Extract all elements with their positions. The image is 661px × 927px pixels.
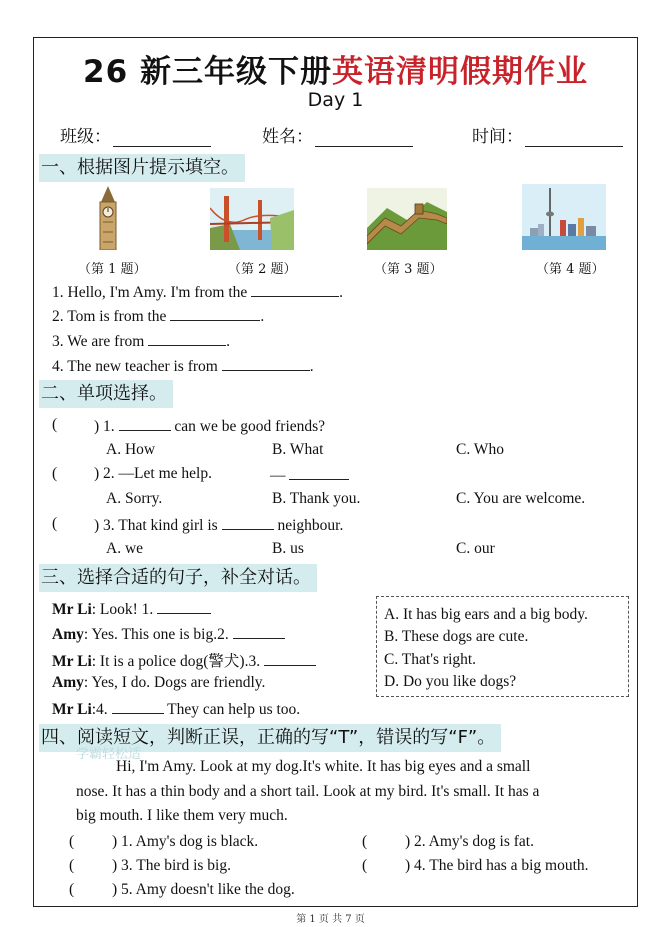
title-black: 26 新三年级下册	[83, 54, 332, 90]
s2-q2-option-c: C. You are welcome.	[456, 490, 586, 507]
s4-paren-2[interactable]: (	[362, 833, 368, 850]
s2-question-2: ) 2. —Let me help.	[94, 465, 212, 482]
s4-judge-4: ) 4. The bird has a big mouth.	[405, 857, 589, 874]
class-label: 班级：	[60, 127, 111, 147]
time-field	[472, 122, 623, 147]
s2-q2-option-a: A. Sorry.	[106, 490, 163, 507]
s2-paren-2[interactable]: (	[52, 465, 58, 482]
name-field	[262, 122, 413, 147]
caption-4: （第 4 题）	[536, 262, 605, 277]
s2-question-1: ) 1. can we be good friends?	[94, 418, 326, 435]
s2-q2-reply: —	[270, 465, 349, 485]
s1-blank-4[interactable]	[222, 356, 310, 371]
page-title	[34, 46, 637, 91]
s3-line-2: Amy: Yes. This one is big.2.	[52, 624, 285, 644]
name-blank[interactable]	[315, 130, 413, 147]
s2-paren-1[interactable]: (	[52, 416, 58, 433]
name-label: 姓名：	[262, 127, 313, 147]
s2-question-3: ) 3. That kind girl is neighbour.	[94, 517, 344, 534]
s1-blank-2[interactable]	[170, 306, 260, 321]
class-blank[interactable]	[113, 130, 211, 147]
s2-q1-option-a: A. How	[106, 441, 156, 458]
worksheet-page	[33, 37, 638, 907]
s4-judge-2: ) 2. Amy's dog is fat.	[405, 833, 534, 850]
s4-paren-4[interactable]: (	[362, 857, 368, 874]
s2-q3-option-b: B. us	[272, 540, 304, 557]
s3-line-4: Amy: Yes, I do. Dogs are friendly.	[52, 674, 266, 691]
s3-line-3: Mr Li: It is a police dog(警犬).3.	[52, 649, 316, 671]
passage-line-2: nose. It has a thin body and a short tail. Look at my bird. It's small. It has a	[76, 783, 540, 800]
s1-question-3: 3. We are from .	[52, 333, 231, 350]
cn-tower-icon	[522, 184, 606, 250]
s3-option-c: C. That's right.	[384, 651, 477, 668]
page-footer: 第 1 页 共 7 页	[296, 914, 365, 925]
big-ben-icon	[91, 186, 125, 250]
s3-blank-2[interactable]	[233, 624, 285, 639]
day-label: Day 1	[307, 89, 364, 111]
golden-gate-bridge-icon	[210, 188, 294, 250]
s4-judge-3: ) 3. The bird is big.	[112, 857, 231, 874]
class-field	[60, 122, 211, 147]
s4-judge-1: ) 1. Amy's dog is black.	[112, 833, 259, 850]
great-wall-icon	[367, 188, 447, 250]
caption-2: （第 2 题）	[228, 262, 297, 277]
s4-paren-5[interactable]: (	[69, 881, 75, 898]
section4-heading: 四、阅读短文，判断正误，正确的写“T”，错误的写“F”。	[39, 724, 501, 752]
s2-q3-option-a: A. we	[106, 540, 144, 557]
s2-blank-2[interactable]	[289, 465, 349, 480]
s3-blank-3[interactable]	[264, 651, 316, 666]
passage-line-3: big mouth. I like them very much.	[76, 807, 288, 824]
s2-q1-option-b: B. What	[272, 441, 324, 458]
section1-heading: 一、根据图片提示填空。	[39, 154, 245, 182]
s1-question-1: 1. Hello, I'm Amy. I'm from the .	[52, 284, 344, 301]
time-blank[interactable]	[525, 130, 623, 147]
s2-blank-3[interactable]	[222, 515, 274, 530]
s3-line-1: Mr Li: Look! 1.	[52, 599, 211, 619]
s3-line-5: Mr Li:4. They can help us too.	[52, 701, 301, 718]
s2-q2-option-b: B. Thank you.	[272, 490, 361, 507]
section2-heading: 二、单项选择。	[39, 380, 173, 408]
section3-heading: 三、选择合适的句子，补全对话。	[39, 564, 317, 592]
s2-q3-option-c: C. our	[456, 540, 495, 557]
caption-1: （第 1 题）	[78, 262, 147, 277]
s2-q1-option-c: C. Who	[456, 441, 504, 458]
s3-option-a: A. It has big ears and a big body.	[384, 606, 588, 623]
passage-line-1: Hi, I'm Amy. Look at my dog.It's white. It has big eyes and a small	[116, 758, 531, 775]
watermark: 学霸轻松适	[76, 747, 142, 762]
s4-paren-1[interactable]: (	[69, 833, 75, 850]
s3-option-b: B. These dogs are cute.	[384, 628, 529, 645]
s2-paren-3[interactable]: (	[52, 515, 58, 532]
s2-blank-1[interactable]	[119, 416, 171, 431]
time-label: 时间：	[472, 127, 523, 147]
s1-blank-1[interactable]	[251, 282, 339, 297]
caption-3: （第 3 题）	[374, 262, 443, 277]
s3-blank-4[interactable]	[112, 699, 164, 714]
s1-question-4: 4. The new teacher is from .	[52, 358, 314, 375]
s1-question-2: 2. Tom is from the .	[52, 308, 265, 325]
s1-blank-3[interactable]	[148, 331, 226, 346]
s4-paren-3[interactable]: (	[69, 857, 75, 874]
s3-blank-1[interactable]	[157, 599, 211, 614]
s4-judge-5: ) 5. Amy doesn't like the dog.	[112, 881, 295, 898]
title-red: 英语清明假期作业	[331, 54, 588, 90]
s3-option-d: D. Do you like dogs?	[384, 673, 517, 690]
